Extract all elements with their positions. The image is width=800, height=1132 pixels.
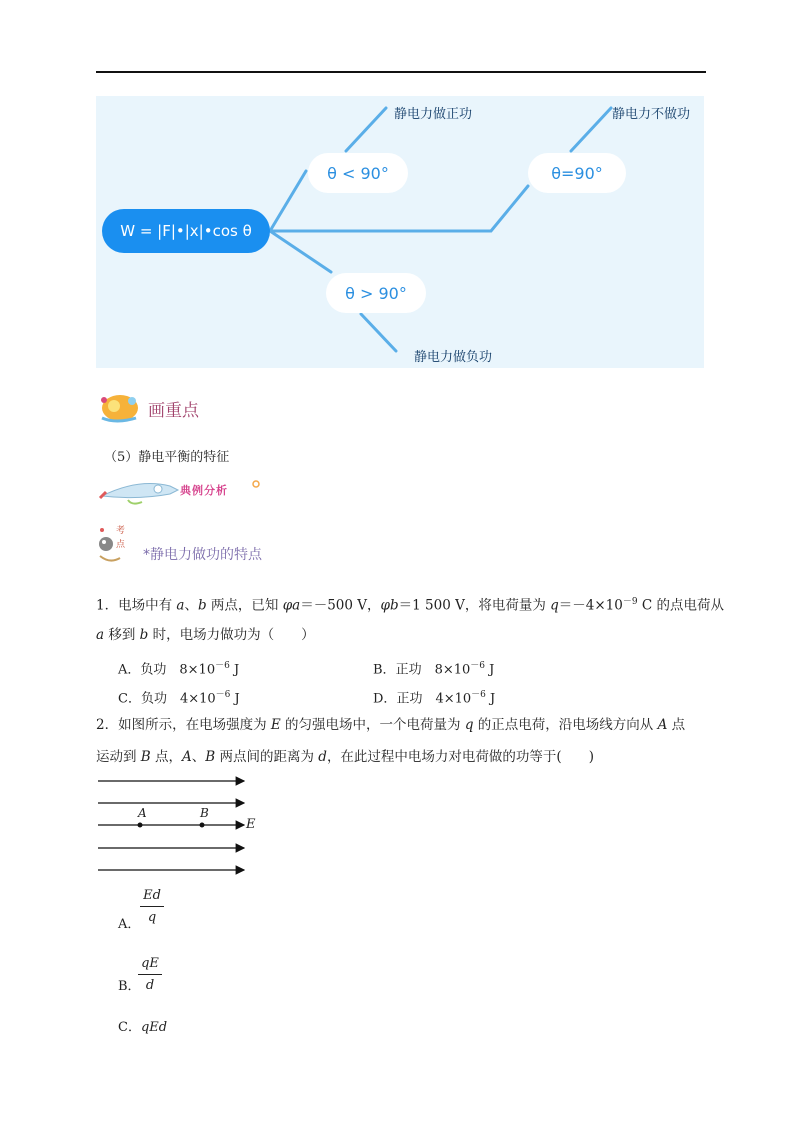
q1-line-1 bbox=[96, 598, 724, 613]
fraction-denominator: d bbox=[145, 978, 155, 993]
var-q: q bbox=[550, 597, 559, 614]
q2-option-b-fraction[interactable] bbox=[138, 956, 162, 993]
var-b: b bbox=[139, 627, 149, 643]
q2-option-c[interactable] bbox=[118, 1016, 167, 1035]
key-points-badge bbox=[96, 388, 216, 424]
option-unit: J bbox=[485, 691, 496, 707]
typical-analysis-text: 典例分析 bbox=[180, 484, 228, 497]
fraction-numerator: qE bbox=[141, 956, 159, 971]
var-A: A bbox=[657, 717, 668, 733]
result-negative-work: 静电力做负功 bbox=[414, 350, 493, 365]
option-text: 正功 4×10 bbox=[396, 691, 472, 707]
q1-text: 、 bbox=[184, 597, 198, 614]
q2-text: 的正点电荷，沿电场线方向从 bbox=[473, 717, 658, 733]
var-B: B bbox=[140, 749, 151, 765]
q1-text: C 的点电荷从 bbox=[637, 597, 725, 614]
field-lines-diagram bbox=[96, 772, 266, 882]
condition-node-right: θ=90° bbox=[528, 153, 626, 193]
option-text: qEd bbox=[140, 1020, 168, 1035]
fraction-denominator: q bbox=[147, 910, 157, 925]
option-letter: C． bbox=[118, 1020, 141, 1035]
var-E: E bbox=[270, 717, 281, 733]
q1-number: 1． bbox=[96, 597, 119, 614]
option-letter: B． bbox=[373, 662, 396, 678]
typical-analysis-badge bbox=[98, 472, 268, 506]
q1-text: ＝－500 V， bbox=[300, 597, 381, 614]
q2-option-b-letter[interactable]: B． bbox=[118, 979, 141, 994]
section-heading: （5）静电平衡的特征 bbox=[104, 450, 230, 465]
q2-text: 两点间的距离为 bbox=[215, 749, 319, 765]
q1-option-a[interactable] bbox=[118, 658, 239, 677]
q1-option-d[interactable] bbox=[373, 687, 495, 706]
exponent: －6 bbox=[471, 690, 486, 700]
var-a: a bbox=[176, 597, 185, 614]
q2-text: 的匀强电场中，一个电荷量为 bbox=[280, 717, 465, 733]
option-letter: C． bbox=[118, 691, 141, 707]
var-b: b bbox=[197, 597, 207, 614]
fraction-bar bbox=[140, 906, 164, 907]
q1-text: ＝－4×10 bbox=[558, 597, 623, 614]
key-points-text: 画重点 bbox=[148, 401, 199, 421]
condition-node-obtuse: θ > 90° bbox=[326, 273, 426, 313]
exam-point-text: 考点 bbox=[116, 526, 126, 550]
exponent: －6 bbox=[470, 661, 486, 671]
fraction-bar bbox=[138, 974, 162, 975]
point-b-marker bbox=[200, 823, 205, 828]
option-text: 正功 8×10 bbox=[395, 662, 471, 678]
q2-text: 点， bbox=[150, 749, 183, 765]
exponent: －6 bbox=[215, 690, 231, 700]
option-unit: J bbox=[230, 691, 240, 707]
q2-text: 点 bbox=[667, 717, 686, 733]
q1-text: 移到 bbox=[104, 627, 140, 643]
var-A: A bbox=[182, 749, 192, 765]
work-mindmap bbox=[96, 96, 704, 368]
header-rule bbox=[96, 71, 706, 73]
option-unit: J bbox=[229, 662, 240, 678]
topic-title: *静电力做功的特点 bbox=[143, 547, 262, 563]
var-a: a bbox=[96, 627, 105, 643]
q1-text: ＝1 500 V，将电荷量为 bbox=[398, 597, 551, 614]
option-unit: J bbox=[485, 662, 495, 678]
q2-number: 2． bbox=[96, 717, 119, 733]
q1-option-b[interactable] bbox=[373, 658, 494, 677]
q1-text: 电场中有 bbox=[118, 597, 177, 614]
option-text: 负功 8×10 bbox=[140, 662, 216, 678]
q1-text: 两点，已知 bbox=[206, 597, 283, 614]
option-letter: D． bbox=[373, 691, 397, 707]
q1-line-2 bbox=[96, 629, 315, 643]
var-q: q bbox=[464, 717, 474, 733]
point-b-label: B bbox=[200, 806, 209, 820]
condition-node-acute: θ < 90° bbox=[308, 153, 408, 193]
exam-point-badge bbox=[96, 520, 136, 566]
option-letter: A． bbox=[118, 662, 141, 678]
q2-option-a-letter[interactable]: A． bbox=[118, 917, 141, 932]
point-a-marker bbox=[138, 823, 143, 828]
fraction-numerator: Ed bbox=[143, 888, 161, 903]
var-B: B bbox=[205, 749, 216, 765]
phi-b: φb bbox=[380, 597, 399, 614]
result-positive-work: 静电力做正功 bbox=[394, 107, 473, 122]
phi-a: φa bbox=[282, 597, 301, 614]
q2-line-1 bbox=[96, 719, 685, 733]
var-d: d bbox=[318, 749, 327, 765]
q1-text: 时，电场力做功为（ ） bbox=[148, 627, 315, 643]
point-a-label: A bbox=[138, 806, 147, 820]
formula-node: W = |F|•|x|•cos θ bbox=[102, 209, 270, 253]
q2-text: ，在此过程中电场力对电荷做的功等于( ) bbox=[326, 749, 594, 765]
option-text: 负功 4×10 bbox=[140, 691, 216, 707]
q2-text: 如图所示，在电场强度为 bbox=[118, 717, 271, 733]
q2-text: 、 bbox=[191, 749, 206, 765]
result-no-work: 静电力不做功 bbox=[612, 107, 691, 122]
q2-option-a-fraction[interactable] bbox=[140, 888, 164, 925]
q2-line-2 bbox=[96, 751, 594, 765]
q1-option-c[interactable] bbox=[118, 687, 240, 706]
exponent: －6 bbox=[215, 661, 230, 671]
q2-text: 运动到 bbox=[96, 749, 141, 765]
field-label: E bbox=[246, 817, 256, 832]
exponent: －9 bbox=[622, 597, 638, 607]
field-lines-figure bbox=[96, 772, 266, 882]
